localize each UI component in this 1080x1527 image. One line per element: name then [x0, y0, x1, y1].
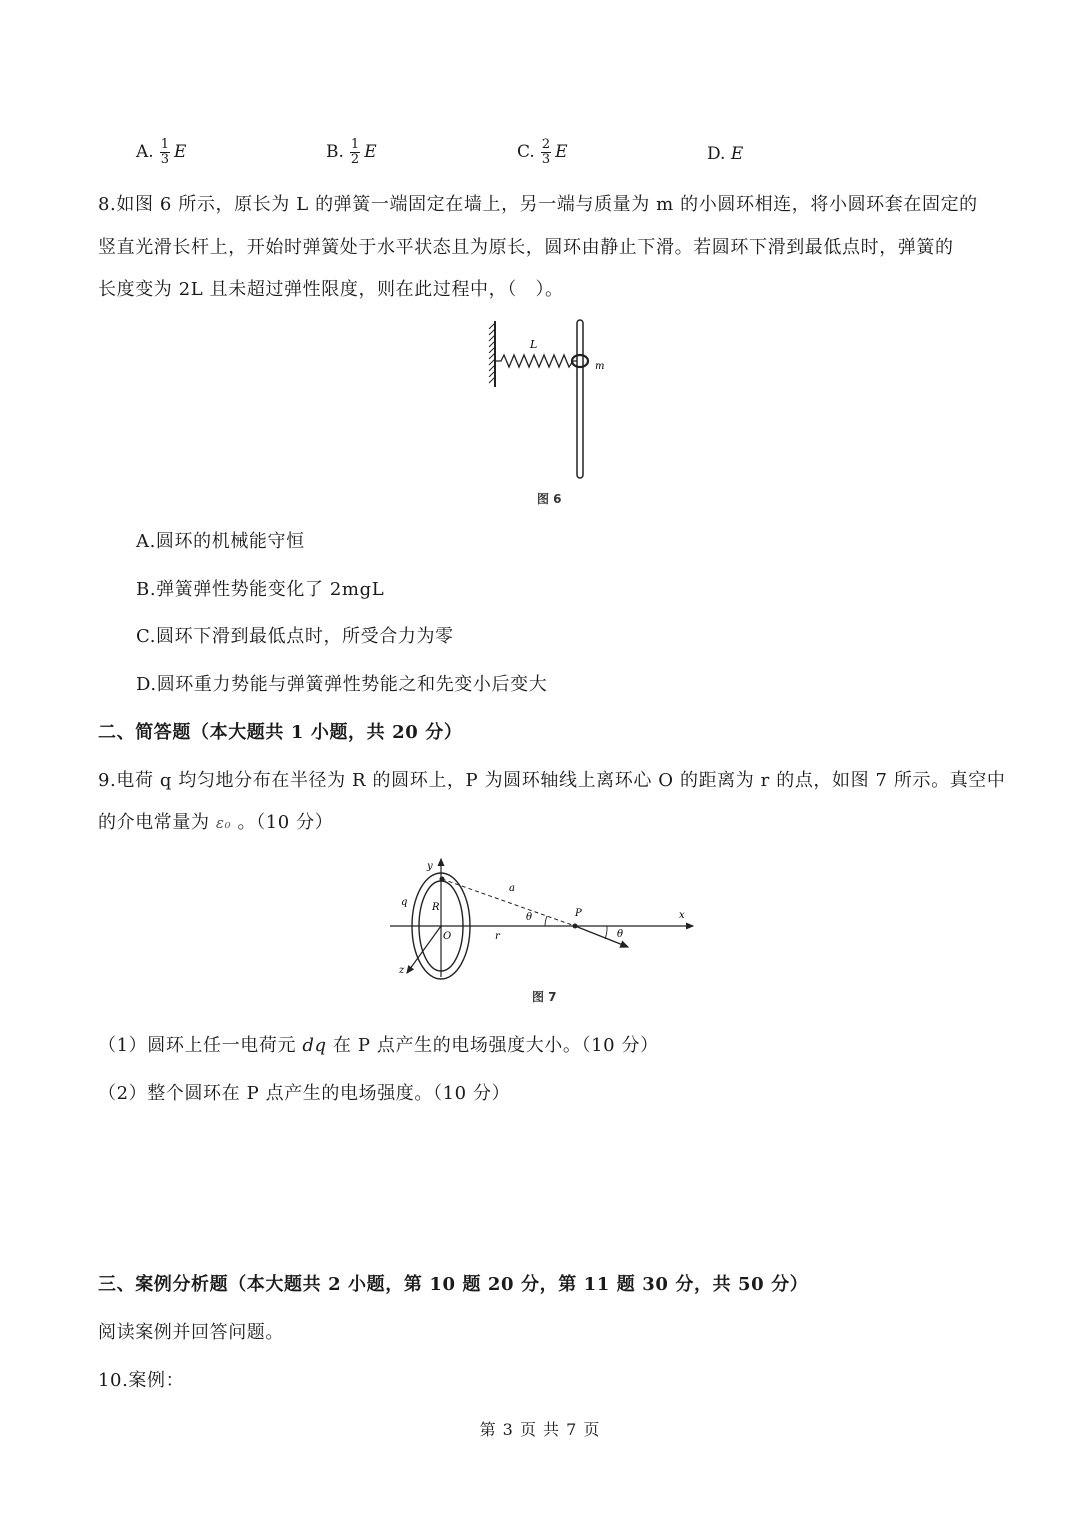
- label-O: O: [443, 931, 452, 942]
- figure-7-caption: 图 7: [532, 990, 557, 1004]
- q8-line-2: 竖直光滑长杆上，开始时弹簧处于水平状态且为原长，圆环由静止下滑。若圆环下滑到最低点时，弹簧的: [98, 237, 954, 258]
- section-2-heading: 二、简答题（本大题共 1 小题，共 20 分）: [98, 722, 463, 743]
- label-z: z: [399, 965, 405, 976]
- label-x: x: [679, 910, 685, 921]
- label-R: R: [432, 902, 440, 913]
- dq-symbol: dq: [302, 1035, 327, 1056]
- q10-label: 10.案例：: [98, 1370, 185, 1391]
- epsilon-symbol: ε₀: [215, 814, 232, 832]
- label-theta-1: θ: [526, 912, 533, 923]
- label-r: r: [495, 931, 500, 942]
- q8-option-c: C.圆环下滑到最低点时，所受合力为零: [136, 626, 454, 647]
- section-3-heading: 三、案例分析题（本大题共 2 小题，第 10 题 20 分，第 11 题 30 分，共 50 分）: [98, 1274, 809, 1295]
- q8-option-a: A.圆环的机械能守恒: [136, 531, 305, 552]
- label-q: q: [401, 897, 408, 908]
- label-y: y: [427, 861, 433, 872]
- q9-line-1: 9.电荷 q 均匀地分布在半径为 R 的圆环上，P 为圆环轴线上离环心 O 的距离为 r 的点，如图 7 所示。真空中: [98, 770, 1006, 791]
- q7-option-c: C. $\frac{2}{3}$ E: [517, 137, 568, 167]
- q7-option-d: D. E: [707, 144, 744, 164]
- ring-mass-label: m: [595, 361, 605, 372]
- q9-line-2: 的介电常量为 ε₀ 。（10 分）: [98, 812, 334, 833]
- q8-line-3: 长度变为 2L 且未超过弹性限度，则在此过程中，（ ）。: [98, 279, 564, 300]
- spring-length-label: L: [530, 338, 538, 351]
- q7-option-a: A. $\frac{1}{3}$ E: [136, 137, 187, 167]
- case-instructions: 阅读案例并回答问题。: [98, 1322, 284, 1343]
- q8-option-b: B.弹簧弹性势能变化了 2mgL: [136, 579, 385, 600]
- figure-6-spring-diagram: [485, 315, 615, 485]
- figure-7-ring-diagram: [385, 855, 705, 985]
- q9-subquestion-2: （2）整个圆环在 P 点产生的电场强度。（10 分）: [98, 1083, 511, 1104]
- q7-option-b: B. $\frac{1}{2}$ E: [326, 137, 377, 167]
- q9-subquestion-1: （1）圆环上任一电荷元 dq 在 P 点产生的电场强度大小。（10 分）: [98, 1035, 659, 1056]
- label-a: a: [509, 883, 515, 894]
- label-P: P: [575, 908, 582, 919]
- figure-6-caption: 图 6: [537, 492, 562, 506]
- label-theta-2: θ: [617, 929, 624, 940]
- q8-line-1: 8.如图 6 所示，原长为 L 的弹簧一端固定在墙上，另一端与质量为 m 的小圆环相连，将小圆环套在固定的: [98, 194, 978, 215]
- q8-option-d: D.圆环重力势能与弹簧弹性势能之和先变小后变大: [136, 674, 548, 695]
- page-footer: 第 3 页 共 7 页: [479, 1420, 601, 1439]
